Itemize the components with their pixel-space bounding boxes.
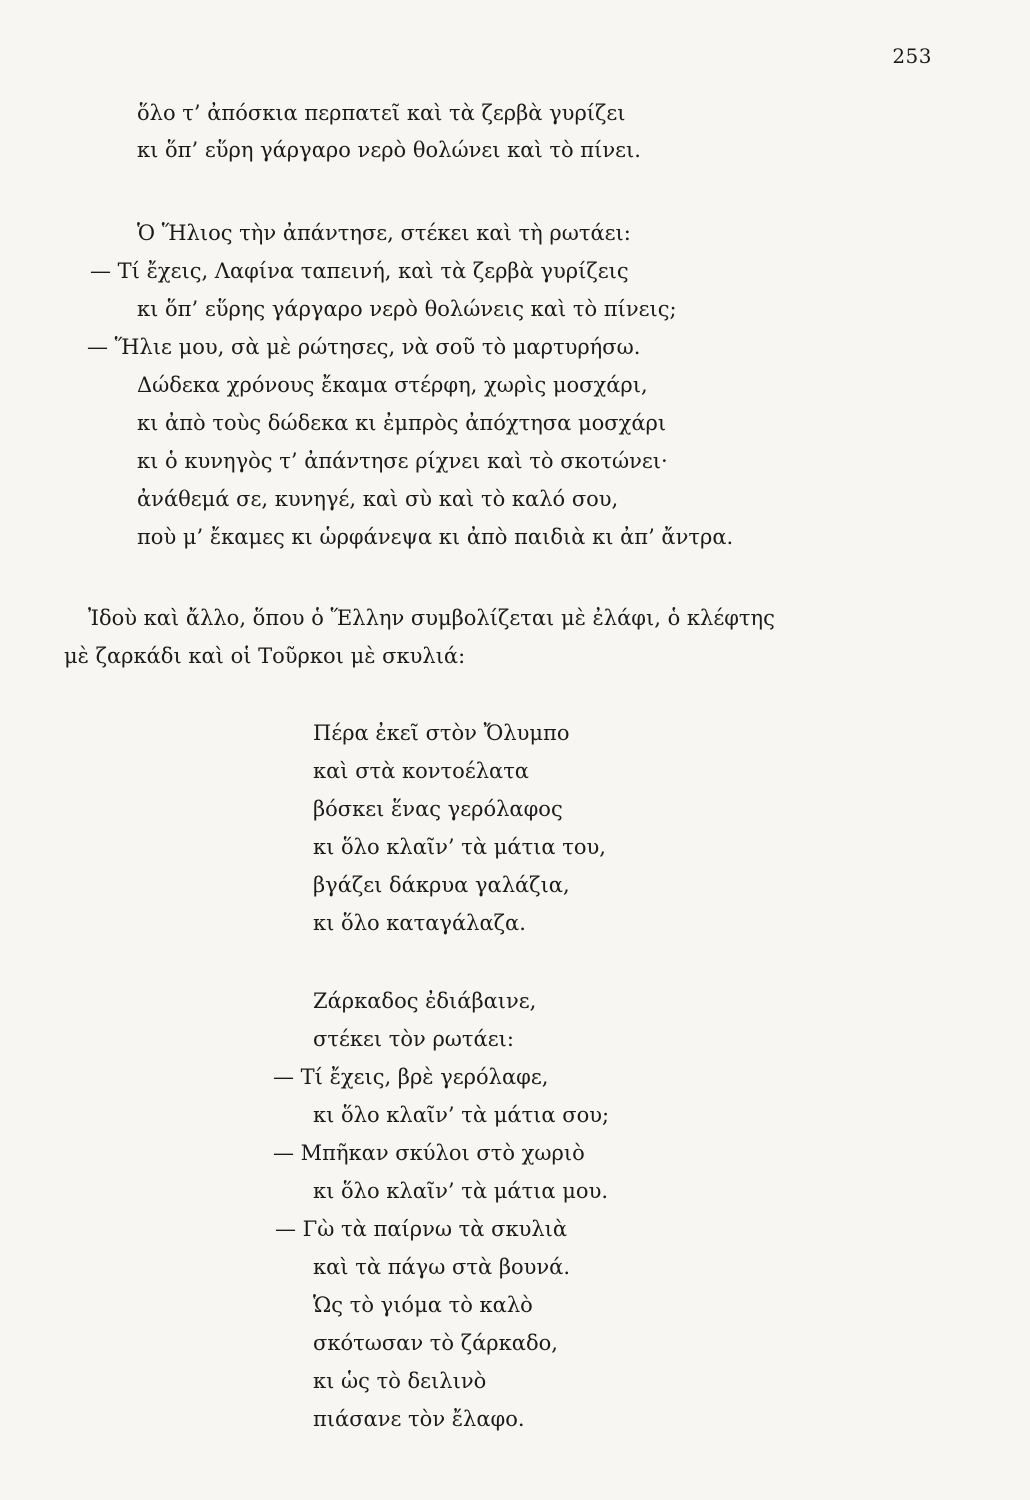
verse-line: — Γὼ τὰ παίρνω τὰ σκυλιὰ	[275, 1217, 568, 1241]
verse-line: κι ἀπὸ τοὺς δώδεκα κι ἐμπρὸς ἀπόχτησα μοσχάρι	[137, 411, 667, 435]
verse-line: Ὡς τὸ γιόμα τὸ καλὸ	[313, 1293, 533, 1317]
verse-line: σκότωσαν τὸ ζάρκαδο,	[313, 1331, 558, 1355]
verse-line: Ὁ Ἥλιος τὴν ἀπάντησε, στέκει καὶ τὴ ρωτάει:	[137, 221, 631, 245]
verse-line: ποὺ μ’ ἔκαμες κι ὡρφάνεψα κι ἀπὸ παιδιὰ κι ἀπ’ ἄντρα.	[137, 525, 734, 549]
prose-line: μὲ ζαρκάδι καὶ οἱ Τοῦρκοι μὲ σκυλιά:	[64, 644, 466, 668]
verse-line: — Τί ἔχεις, βρὲ γερόλαφε,	[273, 1065, 549, 1089]
verse-line: πιάσανε τὸν ἔλαφο.	[313, 1407, 525, 1431]
verse-line: κι ὁ κυνηγὸς τ’ ἀπάντησε ρίχνει καὶ τὸ σκοτώνει·	[137, 449, 668, 473]
verse-line: Δώδεκα χρόνους ἔκαμα στέρφη, χωρὶς μοσχάρι,	[137, 373, 648, 397]
verse-line: κι ὅπ’ εὕρης γάργαρο νερὸ θολώνεις καὶ τὸ πίνεις;	[137, 297, 677, 321]
verse-line: κι ὡς τὸ δειλινὸ	[313, 1369, 487, 1393]
verse-line: κι ὅλο κλαῖν’ τὰ μάτια του,	[313, 835, 606, 859]
verse-line: — Μπῆκαν σκύλοι στὸ χωριὸ	[273, 1141, 585, 1165]
verse-line: καὶ τὰ πάγω στὰ βουνά.	[313, 1255, 571, 1279]
verse-line: κι ὅλο κλαῖν’ τὰ μάτια μου.	[313, 1179, 609, 1203]
prose-line: Ἰδοὺ καὶ ἄλλο, ὅπου ὁ Ἕλλην συμβολίζεται μὲ ἐλάφι, ὁ κλέφτης	[88, 606, 775, 630]
verse-line: βόσκει ἕνας γερόλαφος	[313, 797, 563, 821]
verse-line: ὅλο τ’ ἀπόσκια περπατεῖ καὶ τὰ ζερβὰ γυρίζει	[137, 101, 626, 125]
verse-line: βγάζει δάκρυα γαλάζια,	[313, 873, 570, 897]
page-number: 253	[892, 44, 932, 68]
verse-line: — Ἥλιε μου, σὰ μὲ ρώτησες, νὰ σοῦ τὸ μαρτυρήσω.	[87, 335, 641, 359]
verse-line: κι ὅλο καταγάλαζα.	[313, 911, 526, 935]
verse-line: Πέρα ἐκεῖ στὸν Ὄλυμπο	[313, 721, 570, 745]
verse-line: κι ὅλο κλαῖν’ τὰ μάτια σου;	[313, 1103, 610, 1127]
verse-line: — Τί ἔχεις, Λαφίνα ταπεινή, καὶ τὰ ζερβὰ γυρίζεις	[90, 259, 629, 283]
verse-line: ἀνάθεμά σε, κυνηγέ, καὶ σὺ καὶ τὸ καλό σου,	[137, 487, 619, 511]
verse-line: Ζάρκαδος ἐδιάβαινε,	[313, 989, 537, 1013]
verse-line: κι ὅπ’ εὕρη γάργαρο νερὸ θολώνει καὶ τὸ πίνει.	[137, 138, 641, 162]
verse-line: στέκει τὸν ρωτάει:	[313, 1027, 514, 1051]
verse-line: καὶ στὰ κοντοέλατα	[313, 759, 529, 783]
